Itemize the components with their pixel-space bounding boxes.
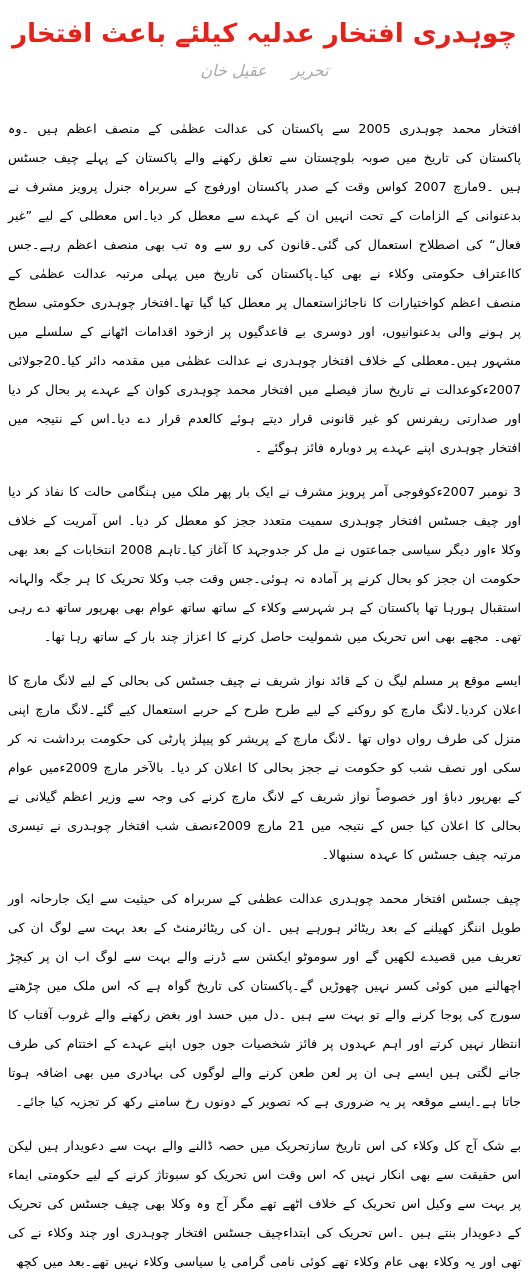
paragraph-2: 3 نومبر 2007ءکوفوجی آمر پرویز مشرف نے ایک بار پھر ملک میں ہنگامی حالت کا نفاذ کر دیا اور چیف جسٹس افتخار چوہدری سمیت متعدد ججز کو معطل کر دیا۔ اس آمریت کے خلاف وکلا ءاور دیگر سیاسی جماعتوں نے مل کر جدوجہد کا آغاز کیا۔تاہم 2008 انتخابات کے بعد بھی حکومت ان ججز کو بحال کرنے پر آمادہ نہ ہوئی۔جس وقت جب وکلا تحریک کا ہر جگہ والہانہ استقبال ہورہا تھا پاکستان کے ہر شہرسے وکلاء کے ساتھ ساتھ عوام بھی بھرپور ساتھ دے رہی تھی۔ مجھے بھی اس تحریک میں شمولیت حاصل کرنے کا اعزاز چند بار کے ساتھ رہا تھا۔ [8,484,522,644]
byline-label: تحریر [291,61,329,80]
paragraph-1: افتخار محمد چوہدری 2005 سے پاکستان کی عدالت عظمٰی کے منصف اعظم ہیں ۔وہ پاکستان کی تاریخ میں صوبہ بلوچستان سے تعلق رکھنے والے پاکستان کے پہلے چیف جسٹس ہیں ۔9مارچ 2007 کواس وقت کے صدر پاکستان اورفوج کے سربراہ جنرل پرویز مشرف نے بدعنوانی کے الزامات کے تحت انہیں ان کے عہدے سے معطل کر دیا۔اس معطلی کے لیے ”غیر فعال“ کی اصطلاح استعمال کی گئی۔قانون کی رو سے وہ تب بھی منصف اعظم رہے۔جس کااعتراف حکومتی وکلاء نے بھی کیا۔پاکستان کی تاریخ میں پہلی مرتبہ عدالت عظمٰی کے منصف اعظم کواختیارات کا ناجائزاستعمال پر معطل کیا گیا تھا۔افتخار چوہدری حکومتی سطح پر ہونے والی بدعنوانیوں، اور دوسری بے قاعدگیوں پر ازخود اقدامات اٹھانے کے سلسلے میں مشہور ہیں۔معطلی کے خلاف افتخار چوہدری نے عدالت عظمٰی میں مقدمہ دائر کیا۔20جولائی 2007ءکوعدالت نے تاریخ ساز فیصلے میں افتخار محمد چوہدری کوان کے عہدے پر بحال کر دیا اور صدارتی ریفرنس کو غیر قانونی قرار دیتے ہوئے کالعدم قرار دے دیا۔اس کے نتیجہ میں افتخار چوہدری اپنے عہدے پر دوبارہ فائز ہوگئے ۔ [8,121,522,455]
author-name: عقیل خان [200,61,267,80]
byline [8,60,521,82]
article-body [8,114,521,1276]
article-page [0,14,529,1272]
paragraph-4: چیف جسٹس افتخار محمد چوہدری عدالت عظمٰی کے سربراہ کی حیثیت سے ایک جارحانہ اور طویل اننگز کھیلنے کے بعد ریٹائر ہورہے ہیں ۔ان کی ریٹائرمنٹ کے بعد بہت سے لوگ ان کی تعریف میں قصیدے لکھیں گے اور سوموٹو ایکشن سے ڈرنے والے بہت سے لوگ اب ان پر کیچڑ اچھالنے میں کوئی کسر نہیں چھوڑیں گے۔پاکستان کی تاریخ گواہ ہے کہ اس ملک میں چڑھتے سورج کی پوجا کرنے والے تو بہت سے ہیں ۔دل میں حسد اور بغض رکھنے والے غروب آفتاب کا انتظار نہیں کرتے اور اہم عہدوں پر فائز شخصیات جوں جوں اپنے عہدے کے اختتام کی طرف جانے لگتی ہیں ایسے ہی ان پر لعن طعن کرنے والے لوگوں کی بہادری میں بھی اضافہ ہوتا جاتا ہے۔ایسے موقعہ پر یہ ضروری ہے کہ تصویر کے دونوں رخ سامنے رکھ کر تجزیہ کیا جائے۔ [8,891,521,1109]
paragraph-3: ایسے موقع پر مسلم لیگ ن کے قائد نواز شریف نے چیف جسٹس کی بحالی کے لیے لانگ مارچ کا اعلان کردیا۔لانگ مارچ کو روکنے کے لیے طرح طرح کے حربے استعمال کیے گئے۔لانگ مارچ اپنی منزل کی طرف رواں دواں تھا ۔لانگ مارچ کے پریشر کو پیپلز پارٹی کی حکومت برداشت نہ کر سکی اور نصف شب کو حکومت نے ججز بحالی کا اعلان کر دیا۔ بالآخر مارچ 2009ءمیں عوام کے بھرپور دباؤ اور خصوصاً نواز شریف کے لانگ مارچ کرنے کی وجہ سے وزیر اعظم گیلانی نے بحالی کا اعلان کیا جس کے نتیجہ میں 21 مارچ 2009ءنصف شب افتخار چوہدری نے تیسری مرتبہ چیف جسٹس کا عہدہ سنبھالا۔ [8,673,521,862]
paragraph-5: بے شک آج کل وکلاء کی اس تاریخ سازتحریک میں حصہ ڈالنے والے بہت سے دعویدار ہیں لیکن اس حقیقت سے بھی انکار نہیں کہ اس وقت اس تحریک کو سبوتاژ کرنے کے لیے حکومتی ایماء پر بہت سے وکیل اس تحریک کے خلاف اٹھے تھے مگر آج وہ وکلا بھی چیف جسٹس کی تحریک کے دعویدار بنتے ہیں ۔اس تحریک کی ابتداءچیف جسٹس افتخار چوہدری اور چند وکلاء نے کی تھی اور یہ وکلاء بھی عام وکلاء تھے کوئی نامی گرامی یا سیاسی وکلاء نہیں تھے۔بعد میں کچھ [8,1138,521,1269]
article-title: چوہدری افتخار عدلیہ کیلئے باعث افتخار [12,19,517,49]
